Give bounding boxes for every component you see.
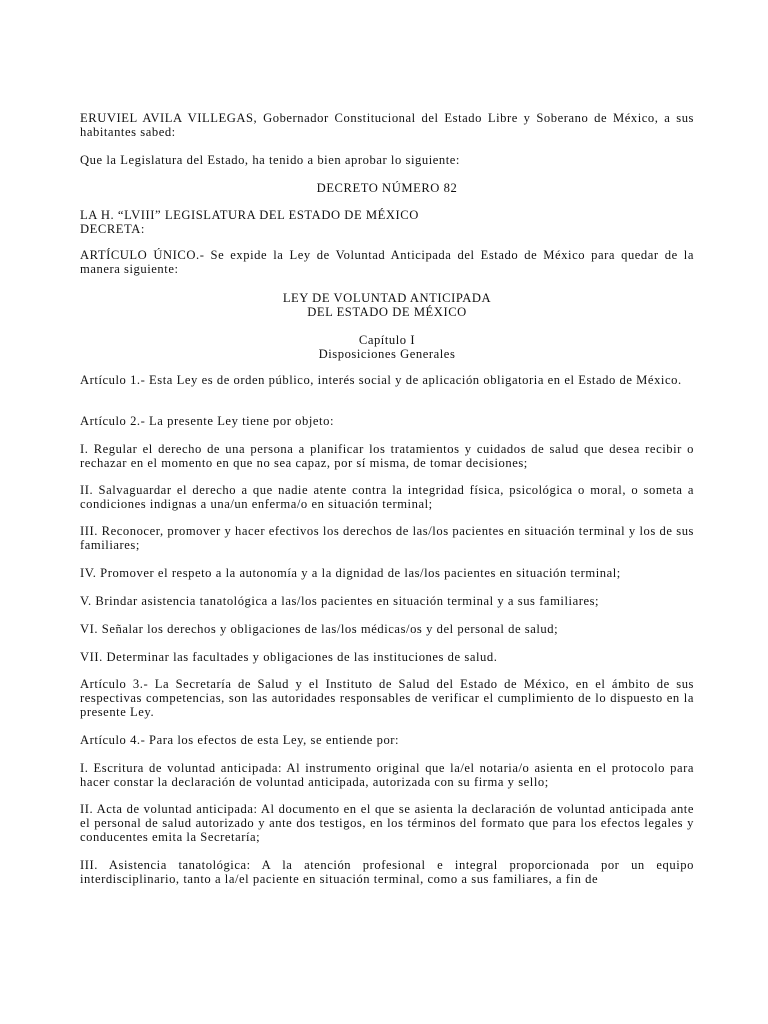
legislature-heading — [80, 208, 694, 236]
articulo-2-fraccion-vii: VII. Determinar las facultades y obligaciones de las instituciones de salud. — [80, 650, 498, 664]
articulo-2-fraccion-iii: III. Reconocer, promover y hacer efectivos los derechos de las/los pacientes en situación terminal y los de sus familiares; — [80, 524, 694, 552]
decree-number: DECRETO NÚMERO 82 — [316, 181, 458, 195]
legislature-name: LA H. “LVIII” LEGISLATURA DEL ESTADO DE MÉXICO — [80, 208, 419, 222]
law-title-line-2: DEL ESTADO DE MÉXICO — [307, 305, 467, 319]
chapter-number: Capítulo I — [358, 333, 416, 347]
intro-paragraph: ERUVIEL AVILA VILLEGAS, Gobernador Constitucional del Estado Libre y Soberano de México, a sus habitantes sabed: — [80, 111, 694, 139]
articulo-4-fraccion-i: I. Escritura de voluntad anticipada: Al instrumento original que la/el notaria/o asienta en el protocolo para hacer constar la declaración de voluntad anticipada, autorizada con su firma y sello; — [80, 761, 694, 789]
law-title-line-1: LEY DE VOLUNTAD ANTICIPADA — [282, 291, 492, 305]
articulo-4-fraccion-ii: II. Acta de voluntad anticipada: Al documento en el que se asienta la declaración de voluntad anticipada ante el personal de salud autorizado y ante dos testigos, en los términos del formato que para los efectos legales y conducentes emita la Secretaría; — [80, 802, 694, 844]
articulo-2-fraccion-v: V. Brindar asistencia tanatológica a las/los pacientes en situación terminal y a sus familiares; — [80, 594, 600, 608]
chapter-title: Disposiciones Generales — [318, 347, 456, 361]
articulo-2: Artículo 2.- La presente Ley tiene por objeto: — [80, 414, 335, 428]
articulo-4: Artículo 4.- Para los efectos de esta Ley, se entiende por: — [80, 733, 400, 747]
chapter-heading — [80, 333, 694, 361]
legislature-approval: Que la Legislatura del Estado, ha tenido a bien aprobar lo siguiente: — [80, 153, 460, 167]
articulo-2-fraccion-iv: IV. Promover el respeto a la autonomía y a la dignidad de las/los pacientes en situación terminal; — [80, 566, 621, 580]
articulo-2-fraccion-i: I. Regular el derecho de una persona a planificar los tratamientos y cuidados de salud que desea recibir o rechazar en el momento en que no sea capaz, por sí misma, de tomar decisiones; — [80, 442, 694, 470]
articulo-unico: ARTÍCULO ÚNICO.- Se expide la Ley de Voluntad Anticipada del Estado de México para quedar de la manera siguiente: — [80, 248, 694, 276]
articulo-4-fraccion-iii: III. Asistencia tanatológica: A la atención profesional e integral proporcionada por un equipo interdisciplinario, tanto a la/el paciente en situación terminal, como a sus familiares, a fin de — [80, 858, 694, 886]
articulo-2-fraccion-ii: II. Salvaguardar el derecho a que nadie atente contra la integridad física, psicológica o moral, o someta a condiciones indignas a una/un enferma/o en situación terminal; — [80, 483, 694, 511]
decreta-label: DECRETA: — [80, 222, 145, 236]
articulo-2-fraccion-vi: VI. Señalar los derechos y obligaciones de las/los médicas/os y del personal de salud; — [80, 622, 559, 636]
law-title — [80, 291, 694, 319]
articulo-1: Artículo 1.- Esta Ley es de orden público, interés social y de aplicación obligatoria en el Estado de México. — [80, 373, 682, 387]
articulo-3: Artículo 3.- La Secretaría de Salud y el Instituto de Salud del Estado de México, en el ámbito de sus respectivas competencias, son las autoridades responsables de verificar el cumplimiento de lo dispuesto en la presente Ley. — [80, 677, 694, 719]
